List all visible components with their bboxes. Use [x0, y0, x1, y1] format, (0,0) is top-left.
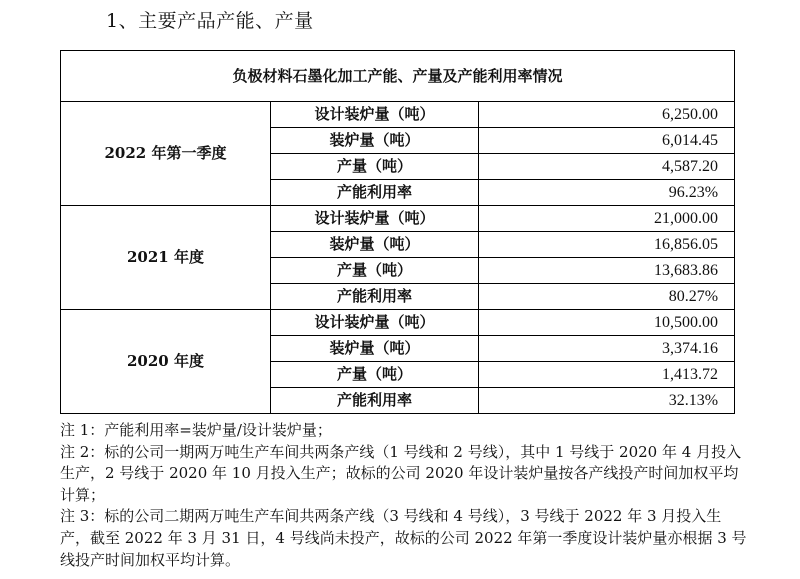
value-cell: 3,374.16 [479, 336, 735, 362]
value-cell: 16,856.05 [479, 232, 735, 258]
metric-cell: 装炉量（吨） [271, 232, 479, 258]
value-cell: 4,587.20 [479, 154, 735, 180]
value-cell: 80.27% [479, 284, 735, 310]
metric-cell: 设计装炉量（吨） [271, 102, 479, 128]
metric-cell: 产量（吨） [271, 362, 479, 388]
table-row [61, 102, 735, 128]
metric-cell: 设计装炉量（吨） [271, 206, 479, 232]
value-cell: 10,500.00 [479, 310, 735, 336]
table-notes [60, 420, 750, 571]
note-3: 注 3：标的公司二期两万吨生产车间共两条产线（3 号线和 4 号线），3 号线于 2022 年 3 月投入生产，截至 2022 年 3 月 31 日，4 号线尚未投产，故标的公司 2022 年第一季度设计装炉量亦根据 3 号线投产时间加权平均计算。 [60, 507, 747, 569]
section-heading: 1、主要产品产能、产量 [106, 10, 314, 32]
value-cell: 32.13% [479, 388, 735, 414]
table-row [61, 310, 735, 336]
metric-cell: 产能利用率 [271, 284, 479, 310]
metric-cell: 设计装炉量（吨） [271, 310, 479, 336]
period-cell: 2022 年第一季度 [61, 102, 271, 206]
note-1: 注 1：产能利用率=装炉量/设计装炉量； [60, 421, 332, 439]
value-cell: 6,014.45 [479, 128, 735, 154]
table-title: 负极材料石墨化加工产能、产量及产能利用率情况 [61, 51, 735, 102]
value-cell: 1,413.72 [479, 362, 735, 388]
table-title-row [61, 51, 735, 102]
metric-cell: 产能利用率 [271, 180, 479, 206]
value-cell: 6,250.00 [479, 102, 735, 128]
period-cell: 2020 年度 [61, 310, 271, 414]
value-cell: 13,683.86 [479, 258, 735, 284]
table-row [61, 206, 735, 232]
metric-cell: 装炉量（吨） [271, 336, 479, 362]
metric-cell: 产能利用率 [271, 388, 479, 414]
capacity-table [60, 50, 735, 414]
value-cell: 21,000.00 [479, 206, 735, 232]
metric-cell: 装炉量（吨） [271, 128, 479, 154]
period-cell: 2021 年度 [61, 206, 271, 310]
value-cell: 96.23% [479, 180, 735, 206]
note-2: 注 2：标的公司一期两万吨生产车间共两条产线（1 号线和 2 号线），其中 1 号线于 2020 年 4 月投入生产，2 号线于 2020 年 10 月投入生产；故标的公司 2020 年设计装炉量按各产线投产时间加权平均计算； [60, 442, 742, 504]
metric-cell: 产量（吨） [271, 154, 479, 180]
metric-cell: 产量（吨） [271, 258, 479, 284]
